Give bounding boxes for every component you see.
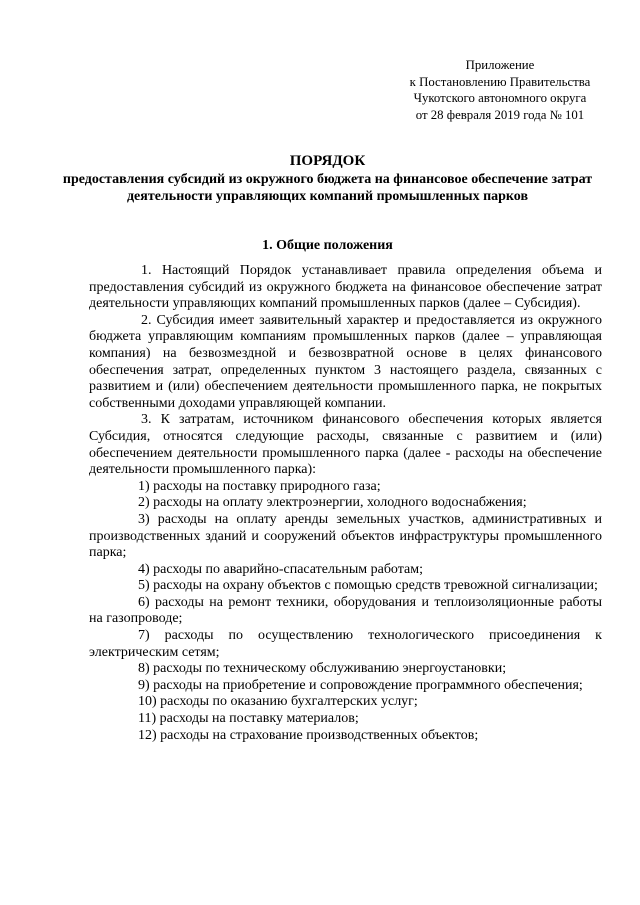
list-item: 11) расходы на поставку материалов; bbox=[138, 711, 359, 727]
list-item: 1) расходы на поставку природного газа; bbox=[138, 478, 381, 494]
title-subtitle: предоставления субсидий из окружного бюджета на финансовое обеспечение затрат деятельности управляющих компаний промышленных парков bbox=[62, 172, 593, 204]
title-main: ПОРЯДОК bbox=[289, 153, 366, 169]
list-item: 5) расходы на охрану объектов с помощью средств тревожной сигнализации; bbox=[138, 578, 598, 594]
list-item: 2) расходы на оплату электроэнергии, холодного водоснабжения; bbox=[138, 495, 527, 511]
list-item: 6) расходы на ремонт техники, оборудования и теплоизоляционные работы на газопроводе; bbox=[89, 594, 602, 627]
section-heading: 1. Общие положения bbox=[262, 238, 393, 253]
paragraph: 3. К затратам, источником финансового обеспечения которых является Субсидия, относятся следующие расходы, связанные с развитием и (или) обеспечением деятельности промышленного парка (далее - расходы на обеспечение деятельности промышленного парка): bbox=[89, 412, 602, 478]
appendix-line: от 28 февраля 2019 года № 101 bbox=[415, 107, 585, 122]
list-item: 4) расходы по аварийно-спасательным работам; bbox=[138, 561, 424, 577]
list-item: 12) расходы на страхование производственных объектов; bbox=[138, 727, 479, 743]
list-item: 10) расходы по оказанию бухгалтерских услуг; bbox=[138, 694, 418, 710]
appendix-line: Чукотского автономного округа bbox=[413, 91, 587, 105]
appendix-line: к Постановлению Правительства bbox=[409, 74, 591, 89]
section-body bbox=[89, 263, 602, 744]
document-title bbox=[60, 153, 595, 205]
list-item: 8) расходы по техническому обслуживанию энергоустановки; bbox=[138, 661, 507, 677]
list-item: 7) расходы по осуществлению технологического присоединения к электрическим сетям; bbox=[89, 628, 602, 660]
paragraph: 2. Субсидия имеет заявительный характер и предоставляется из окружного бюджета управляющим компаниям промышленных парков (далее – управляющая компания) на безвозмездной и безвозвратной основе в целях финансового обеспечения затрат, определенных пунктом 3 настоящего раздела, связанных с развитием и (или) обеспечением деятельности промышленного парка, не покрытых собственными доходами управляющей компании. bbox=[89, 312, 602, 411]
list-item: 9) расходы на приобретение и сопровождение программного обеспечения; bbox=[138, 677, 583, 693]
list-item: 3) расходы на оплату аренды земельных участков, административных и производственных зданий и сооружений объектов инфраструктуры промышленного парка; bbox=[89, 511, 602, 561]
appendix-block bbox=[400, 57, 600, 123]
appendix-line: Приложение bbox=[465, 58, 535, 72]
paragraph: 1. Настоящий Порядок устанавливает правила определения объема и предоставления субсидий из окружного бюджета на финансовое обеспечение затрат деятельности управляющих компаний промышленных парков (далее – Субсидия). bbox=[89, 263, 602, 312]
